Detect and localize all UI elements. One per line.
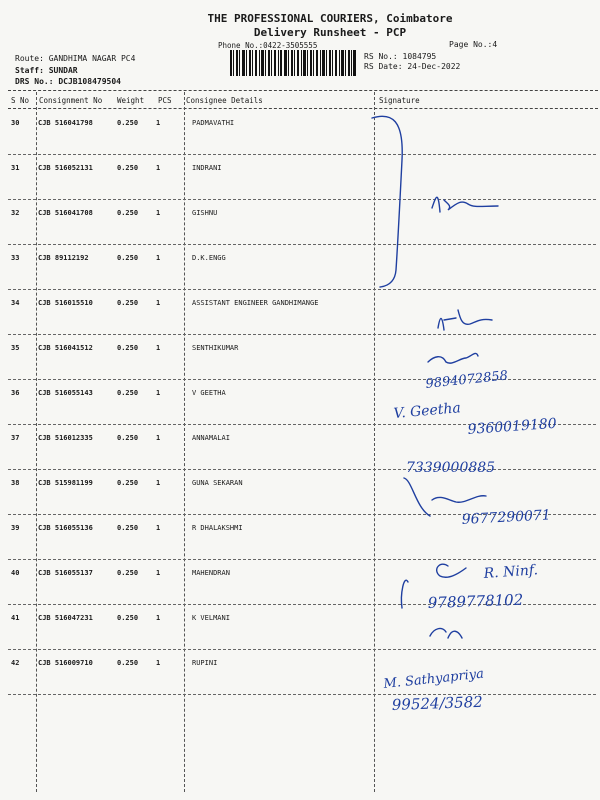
row-weight: 0.250 [117,164,139,172]
row-consignment: CJB 516052131 [38,164,93,172]
row-consignee: ASSISTANT ENGINEER GANDHIMANGE [192,299,319,307]
row-consignment: CJB 516055143 [38,389,93,397]
row-pcs: 1 [156,614,161,622]
col-consignment: Consignment No [39,96,103,105]
row-pcs: 1 [156,164,161,172]
col-sno: S No [11,96,30,105]
row-consignee: INDRANI [192,164,222,172]
signature-scribble [432,197,498,212]
handwritten-phone: 7339000885 [406,460,496,476]
row-sno: 39 [11,524,20,532]
row-weight: 0.250 [117,614,139,622]
row-consignment: CJB 516055136 [38,524,93,532]
row-consignee: GISHNU [192,209,218,217]
route: Route: GANDHIMA NAGAR PC4 [15,54,136,63]
row-weight: 0.250 [117,659,139,667]
row-pcs: 1 [156,479,161,487]
handwritten-name: M. Sathyapriya [382,666,485,692]
row-consignee: MAHENDRAN [192,569,230,577]
row-pcs: 1 [156,569,161,577]
handwritten-phone: 9677290071 [461,507,552,528]
row-sno: 40 [11,569,20,577]
row-consignment: CJB 516041708 [38,209,93,217]
row-consignment: CJB 516012335 [38,434,93,442]
company-name: THE PROFESSIONAL COURIERS, Coimbatore [207,12,453,25]
row-pcs: 1 [156,659,161,667]
col-consignee: Consignee Details [186,96,263,105]
row-consignment: CJB 516047231 [38,614,93,622]
row-consignee: SENTHIKUMAR [192,344,239,352]
row-weight: 0.250 [117,299,139,307]
row-consignment: CJB 515981199 [38,479,93,487]
row-sno: 34 [11,299,20,307]
row-consignee: ANNAMALAI [192,434,230,442]
row-weight: 0.250 [117,254,139,262]
phone-number: Phone No.:0422-3505555 [218,41,318,50]
row-consignment: CJB 516041798 [38,119,93,127]
row-weight: 0.250 [117,524,139,532]
signature-scribble [438,310,492,330]
rs-number: RS No.: 1084795 [364,52,437,61]
row-consignee: PADMAVATHI [192,119,235,127]
handwritten-phone: 9894072858 [424,368,509,392]
row-consignee: RUPINI [192,659,218,667]
signature-scribble [430,629,462,638]
row-weight: 0.250 [117,434,139,442]
signature-scribble [404,478,486,516]
col-weight: Weight [117,96,145,105]
drs-number: DRS No.: DCJB108479504 [15,77,121,86]
row-sno: 37 [11,434,20,442]
staff: Staff: SUNDAR [15,66,78,75]
handwritten-name: V. Geetha [392,400,462,422]
row-consignee: R DHALAKSHMI [192,524,243,532]
row-sno: 32 [11,209,20,217]
handwritten-phone: 9360019180 [467,415,558,438]
handwritten-name: R. Ninf. [483,562,539,582]
row-pcs: 1 [156,254,161,262]
row-sno: 30 [11,119,20,127]
row-consignee: V GEETHA [192,389,226,397]
row-pcs: 1 [156,389,161,397]
row-pcs: 1 [156,434,161,442]
row-consignment: CJB 516055137 [38,569,93,577]
row-weight: 0.250 [117,389,139,397]
row-consignee: D.K.ENGG [192,254,226,262]
page-number: Page No.:4 [449,40,498,49]
row-pcs: 1 [156,209,161,217]
row-consignment: CJB 516009710 [38,659,93,667]
row-pcs: 1 [156,344,161,352]
row-sno: 36 [11,389,20,397]
row-consignment: CJB 516015510 [38,299,93,307]
handwritten-phone: 99524/3582 [391,692,484,714]
row-weight: 0.250 [117,569,139,577]
row-sno: 41 [11,614,20,622]
signature-scribble [372,116,402,287]
row-weight: 0.250 [117,479,139,487]
row-consignment: CJB 89112192 [38,254,89,262]
col-signature: Signature [379,96,420,105]
row-pcs: 1 [156,524,161,532]
row-consignee: K VELMANI [192,614,230,622]
row-sno: 35 [11,344,20,352]
row-weight: 0.250 [117,209,139,217]
rs-date: RS Date: 24-Dec-2022 [364,62,461,71]
row-sno: 42 [11,659,20,667]
col-pcs: PCS [158,96,172,105]
row-sno: 33 [11,254,20,262]
row-weight: 0.250 [117,119,139,127]
row-weight: 0.250 [117,344,139,352]
signature-scribble [428,353,478,363]
row-consignee: GUNA SEKARAN [192,479,243,487]
row-sno: 31 [11,164,20,172]
row-pcs: 1 [156,299,161,307]
row-pcs: 1 [156,119,161,127]
row-sno: 38 [11,479,20,487]
runsheet-title: Delivery Runsheet - PCP [253,26,407,39]
row-consignment: CJB 516041512 [38,344,93,352]
handwritten-phone: 9789778102 [427,590,524,612]
